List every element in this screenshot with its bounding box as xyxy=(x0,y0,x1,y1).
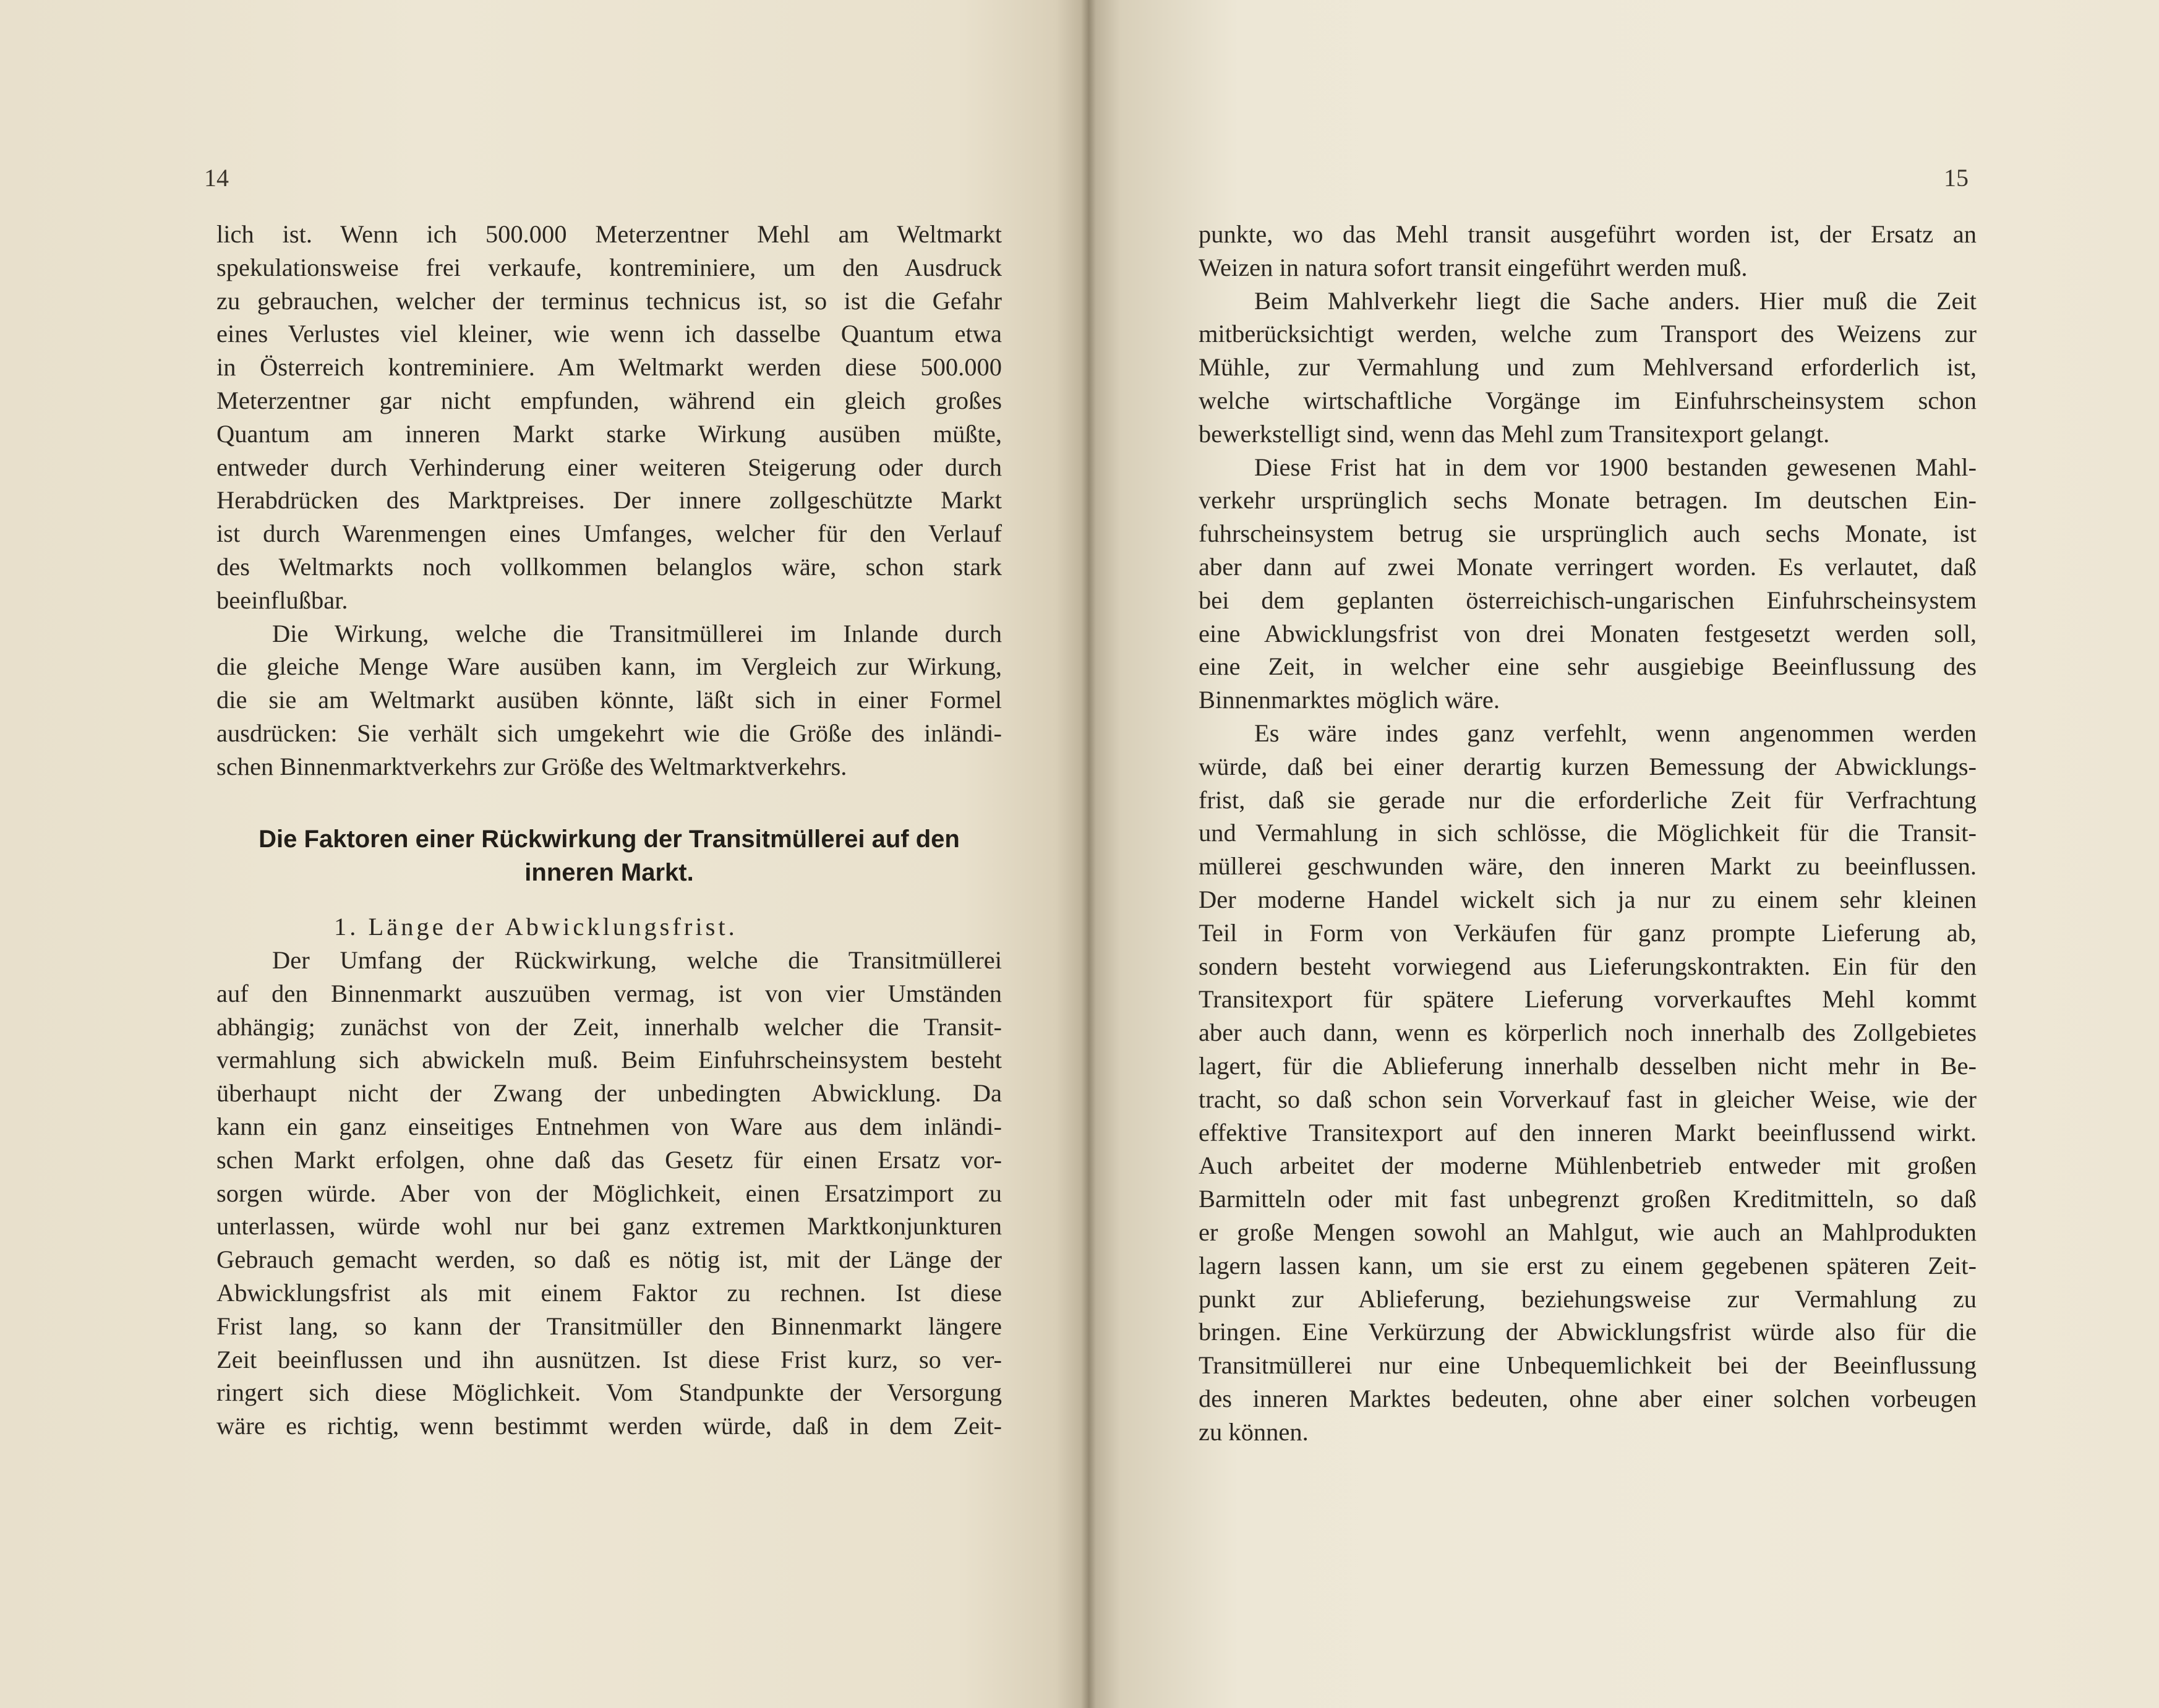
subheading: 1. Länge der Abwicklungsfrist. xyxy=(334,913,738,941)
text-line: kann ein ganz einseitiges Entnehmen von Ware aus dem inländi- xyxy=(216,1112,1002,1140)
text-line: ausdrücken: Sie verhält sich umgekehrt wie die Größe des inländi- xyxy=(216,719,1002,747)
text-line: spekulationsweise frei verkaufe, kontreminiere, um den Ausdruck xyxy=(216,253,1002,281)
right-text xyxy=(1199,218,1977,1448)
text-line: Herabdrücken des Marktpreises. Der innere zollgeschützte Markt xyxy=(216,486,1002,515)
text-line: bei dem geplanten österreichisch-ungarischen Einfuhrscheinsystem xyxy=(1199,586,1977,614)
text-line: eine Zeit, in welcher eine sehr ausgiebige Beeinflussung des xyxy=(1199,652,1977,681)
text-line: Quantum am inneren Markt starke Wirkung ausüben müßte, xyxy=(216,419,1002,448)
text-line: Die Wirkung, welche die Transitmüllerei im Inlande durch xyxy=(272,619,1002,647)
text-line: wäre es richtig, wenn bestimmt werden würde, daß in dem Zeit- xyxy=(216,1412,1002,1440)
text-line: beeinflußbar. xyxy=(216,586,348,614)
text-line: vermahlung sich abwickeln muß. Beim Einfuhrscheinsystem besteht xyxy=(216,1046,1002,1074)
text-line: punkt zur Ablieferung, beziehungsweise zur Vermahlung zu xyxy=(1199,1284,1977,1313)
text-line: ringert sich diese Möglichkeit. Vom Standpunkte der Versorgung xyxy=(216,1378,1002,1407)
text-line: Gebrauch gemacht werden, so daß es nötig ist, mit der Länge der xyxy=(216,1245,1002,1274)
text-line: Der Umfang der Rückwirkung, welche die Transitmüllerei xyxy=(272,946,1002,974)
text-line: frist, daß sie gerade nur die erforderliche Zeit für Verfrachtung xyxy=(1199,785,1977,814)
text-line: punkte, wo das Mehl transit ausgeführt worden ist, der Ersatz an xyxy=(1199,220,1977,248)
text-line: abhängig; zunächst von der Zeit, innerhalb welcher die Transit- xyxy=(216,1012,1002,1041)
text-line: Meterzentner gar nicht empfunden, während ein gleich großes xyxy=(216,386,1002,414)
text-line: Binnenmarktes möglich wäre. xyxy=(1199,686,1500,714)
text-line: würde, daß bei einer derartig kurzen Bemessung der Abwicklungs- xyxy=(1199,752,1977,780)
text-line: effektive Transitexport auf den inneren Markt beeinflussend wirkt. xyxy=(1199,1118,1977,1146)
text-line: verkehr ursprünglich sechs Monate betragen. Im deutschen Ein- xyxy=(1199,486,1977,515)
text-line: welche wirtschaftliche Vorgänge im Einfuhrscheinsystem schon xyxy=(1199,386,1977,414)
text-line: Mühle, zur Vermahlung und zum Mehlversand erforderlich ist, xyxy=(1199,353,1977,382)
text-line: des Weltmarkts noch vollkommen belanglos wäre, schon stark xyxy=(216,552,1002,581)
text-line: unterlassen, würde wohl nur bei ganz extremen Marktkonjunkturen xyxy=(216,1212,1002,1240)
text-line: eines Verlustes viel kleiner, wie wenn ich dasselbe Quantum etwa xyxy=(216,320,1002,348)
text-line: überhaupt nicht der Zwang der unbedingten Abwicklung. Da xyxy=(216,1079,1002,1108)
text-line: zu können. xyxy=(1199,1417,1309,1446)
left-paragraph-2 xyxy=(216,944,1002,1443)
text-line: entweder durch Verhinderung einer weiteren Steigerung oder durch xyxy=(216,453,1002,481)
text-line: Barmitteln oder mit fast unbegrenzt großen Kreditmitteln, so daß xyxy=(1199,1185,1977,1213)
text-line: er große Mengen sowohl an Mahlgut, wie auch an Mahlprodukten xyxy=(1199,1218,1977,1246)
text-line: Weizen in natura sofort transit eingeführt werden muß. xyxy=(1199,253,1748,281)
text-line: schen Markt erfolgen, ohne daß das Gesetz für einen Ersatz vor- xyxy=(216,1145,1002,1174)
left-paragraph-1 xyxy=(216,218,1002,784)
text-line: Zeit beeinflussen und ihn ausnützen. Ist diese Frist kurz, so ver- xyxy=(216,1345,1002,1373)
text-line: Beim Mahlverkehr liegt die Sache anders. Hier muß die Zeit xyxy=(1254,286,1977,315)
text-line: Der moderne Handel wickelt sich ja nur zu einem sehr kleinen xyxy=(1199,885,1977,913)
text-line: bringen. Eine Verkürzung der Abwicklungsfrist würde also für die xyxy=(1199,1318,1977,1346)
text-line: fuhrscheinsystem betrug sie ursprünglich auch sechs Monate, ist xyxy=(1199,519,1977,548)
left-page-number: 14 xyxy=(204,164,229,192)
text-line: lagern lassen kann, um sie erst zu einem gegebenen späteren Zeit- xyxy=(1199,1251,1977,1279)
text-line: die sie am Weltmarkt ausüben könnte, läßt sich in einer Formel xyxy=(216,686,1002,714)
text-line: schen Binnenmarktverkehrs zur Größe des Weltmarktverkehrs. xyxy=(216,752,847,780)
text-line: in Österreich kontreminiere. Am Weltmarkt werden diese 500.000 xyxy=(216,353,1002,382)
text-line: sorgen würde. Aber von der Möglichkeit, einen Ersatzimport zu xyxy=(216,1179,1002,1207)
book-gutter xyxy=(1081,0,1096,1708)
text-line: Es wäre indes ganz verfehlt, wenn angenommen werden xyxy=(1254,719,1977,747)
text-line: müllerei geschwunden wäre, den inneren Markt zu beeinflussen. xyxy=(1199,852,1977,881)
text-line: des inneren Marktes bedeuten, ohne aber einer solchen vorbeugen xyxy=(1199,1384,1977,1412)
right-page-number: 15 xyxy=(1944,164,1969,192)
right-page xyxy=(1088,0,2159,1708)
text-line: aber dann auf zwei Monate verringert worden. Es verlautet, daß xyxy=(1199,552,1977,581)
text-line: ist durch Warenmengen eines Umfanges, welcher für den Verlauf xyxy=(216,519,1002,548)
text-line: Frist lang, so kann der Transitmüller den Binnenmarkt längere xyxy=(216,1312,1002,1340)
text-line: eine Abwicklungsfrist von drei Monaten festgesetzt werden soll, xyxy=(1199,619,1977,647)
text-line: lagert, für die Ablieferung innerhalb desselben nicht mehr in Be- xyxy=(1199,1051,1977,1080)
text-line: tracht, so daß schon sein Vorverkauf fast in gleicher Weise, wie der xyxy=(1199,1085,1977,1113)
text-line: bewerkstelligt sind, wenn das Mehl zum Transitexport gelangt. xyxy=(1199,419,1830,448)
section-heading-line: Die Faktoren einer Rückwirkung der Transitmüllerei auf den xyxy=(259,826,960,853)
text-line: lich ist. Wenn ich 500.000 Meterzentner Mehl am Weltmarkt xyxy=(216,220,1002,248)
text-line: Abwicklungsfrist als mit einem Faktor zu rechnen. Ist diese xyxy=(216,1278,1002,1307)
text-line: und Vermahlung in sich schlösse, die Möglichkeit für die Transit- xyxy=(1199,819,1977,847)
text-line: Diese Frist hat in dem vor 1900 bestanden gewesenen Mahl- xyxy=(1254,453,1977,481)
text-line: Teil in Form von Verkäufen für ganz prompte Lieferung ab, xyxy=(1199,918,1977,947)
text-line: mitberücksichtigt werden, welche zum Transport des Weizens zur xyxy=(1199,320,1977,348)
text-line: die gleiche Menge Ware ausüben kann, im Vergleich zur Wirkung, xyxy=(216,652,1002,681)
text-line: aber auch dann, wenn es körperlich noch innerhalb des Zollgebietes xyxy=(1199,1018,1977,1047)
section-heading-line: inneren Markt. xyxy=(524,859,694,886)
section-heading xyxy=(216,822,1002,889)
text-line: Transitmüllerei nur eine Unbequemlichkeit bei der Beeinflussung xyxy=(1199,1351,1977,1380)
text-line: Transitexport für spätere Lieferung vorverkauftes Mehl kommt xyxy=(1199,985,1977,1014)
text-line: zu gebrauchen, welcher der terminus technicus ist, so ist die Gefahr xyxy=(216,286,1002,315)
text-line: auf den Binnenmarkt auszuüben vermag, ist von vier Umständen xyxy=(216,979,1002,1007)
text-line: sondern besteht vorwiegend aus Lieferungskontrakten. Ein für den xyxy=(1199,952,1977,980)
text-line: Auch arbeitet der moderne Mühlenbetrieb entweder mit großen xyxy=(1199,1151,1977,1180)
